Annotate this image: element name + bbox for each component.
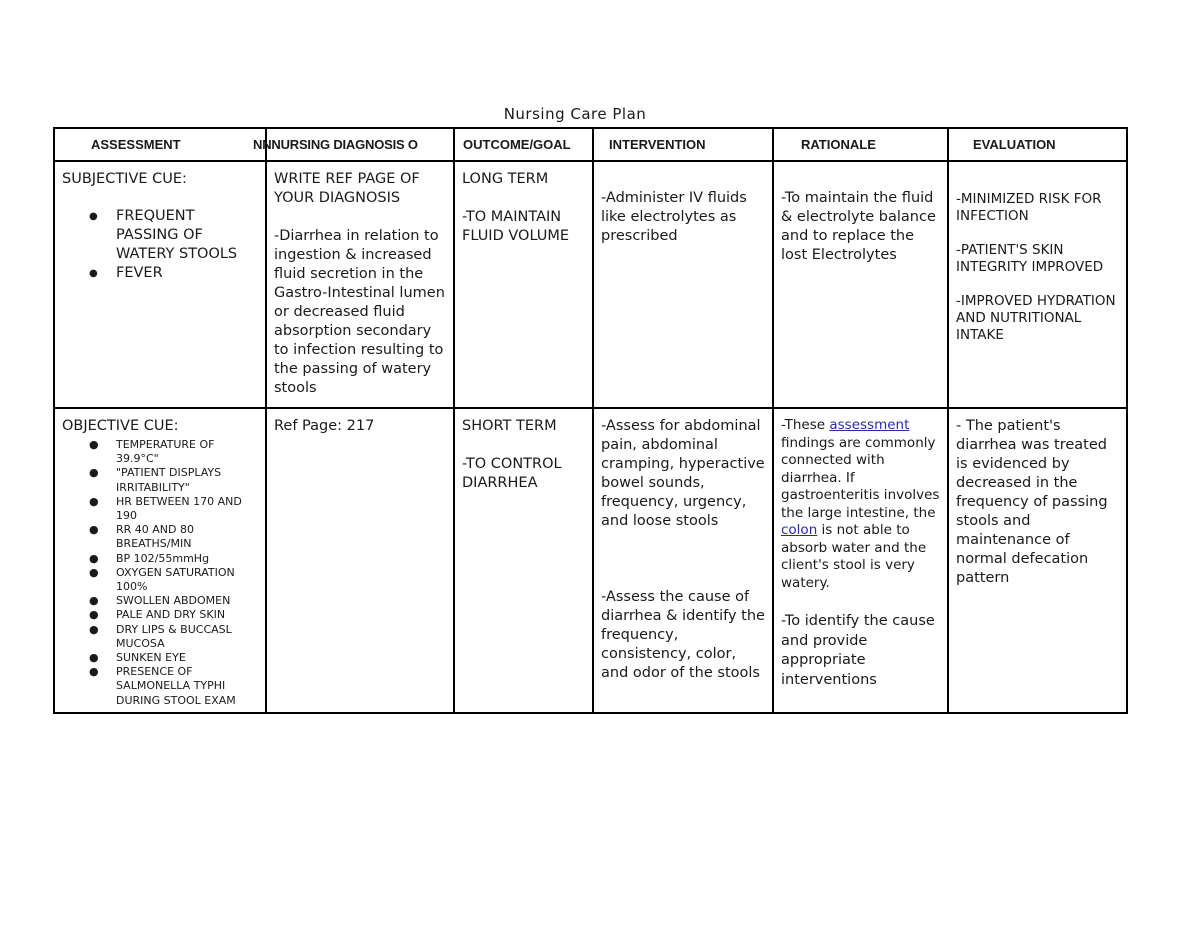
diagnosis-ref: Ref Page: 217: [274, 418, 375, 434]
list-item: ● SUNKEN EYE: [116, 651, 258, 665]
evaluation-text: - The patient's diarrhea was treated is evidenced by decreased in the frequency of passing stools and maintenance of normal defecation pattern: [956, 418, 1108, 586]
rationale-text: -These assessment findings are commonly connected with diarrhea. If gastroenteritis involves the large intestine, the colon is not able to absorb water and the client's stool is very watery.: [781, 417, 940, 591]
rationale-cell: [773, 161, 948, 408]
intervention-text: -Assess for abdominal pain, abdominal cramping, hyperactive bowel sounds, frequency, urgency, and loose stools: [601, 418, 765, 529]
header-evaluation: EVALUATION: [948, 128, 1127, 161]
objective-list: [62, 438, 258, 708]
diagnosis-cell: [266, 161, 454, 408]
rationale-text: -To identify the cause and provide appropriate interventions: [781, 613, 935, 688]
rationale-cell: [773, 408, 948, 713]
table-row: [54, 408, 1127, 713]
subjective-list: [62, 207, 258, 283]
header-row: [54, 128, 1127, 161]
colon-link[interactable]: colon: [781, 522, 818, 538]
header-assessment: ASSESSMENT: [54, 128, 266, 161]
intervention-text: -Assess the cause of diarrhea & identify the frequency, consistency, color, and odor of the stools: [601, 589, 765, 681]
list-item: ● BP 102/55mmHg: [116, 552, 258, 566]
list-item: ● FEVER: [116, 264, 258, 283]
list-item: ● SWOLLEN ABDOMEN: [116, 594, 258, 608]
list-item: ● RR 40 AND 80 BREATHS/MIN: [116, 523, 258, 551]
list-item: ● PALE AND DRY SKIN: [116, 608, 258, 622]
list-item: ● "PATIENT DISPLAYS IRRITABILITY": [116, 466, 258, 494]
list-item: ● TEMPERATURE OF 39.9°C": [116, 438, 258, 466]
assessment-link[interactable]: assessment: [829, 417, 910, 433]
subjective-label: SUBJECTIVE CUE:: [62, 171, 187, 187]
table-row: [54, 161, 1127, 408]
evaluation-cell: [948, 408, 1127, 713]
outcome-cell: [454, 408, 593, 713]
list-item: ● OXYGEN SATURATION 100%: [116, 566, 258, 594]
evaluation-item: -IMPROVED HYDRATION AND NUTRITIONAL INTAKE: [956, 293, 1116, 343]
intervention-cell: [593, 161, 773, 408]
objective-label: OBJECTIVE CUE:: [62, 418, 179, 434]
diagnosis-ref: WRITE REF PAGE OF YOUR DIAGNOSIS: [274, 171, 420, 206]
list-item: ● DRY LIPS & BUCCASL MUCOSA: [116, 623, 258, 651]
outcome-label: LONG TERM: [462, 171, 549, 187]
page-title: Nursing Care Plan: [503, 105, 647, 123]
outcome-label: SHORT TERM: [462, 418, 557, 434]
assessment-cell: [54, 408, 266, 713]
diagnosis-cell: [266, 408, 454, 713]
outcome-cell: [454, 161, 593, 408]
assessment-cell: [54, 161, 266, 408]
list-item: ● HR BETWEEN 170 AND 190: [116, 495, 258, 523]
intervention-cell: [593, 408, 773, 713]
header-intervention: INTERVENTION: [593, 128, 773, 161]
outcome-text: -TO MAINTAIN FLUID VOLUME: [462, 209, 570, 244]
header-diagnosis: NNNURSING DIAGNOSIS O: [266, 128, 454, 161]
list-item: ● PRESENCE OF SALMONELLA TYPHI DURING STOOL EXAM: [116, 665, 258, 708]
diagnosis-text: -Diarrhea in relation to ingestion & increased fluid secretion in the Gastro-Intestinal lumen or decreased fluid absorption secondary to infection resulting to the passing of watery stools: [274, 228, 445, 396]
evaluation-item: -PATIENT'S SKIN INTEGRITY IMPROVED: [956, 242, 1104, 275]
outcome-text: -TO CONTROL DIARRHEA: [462, 456, 562, 491]
evaluation-cell: [948, 161, 1127, 408]
care-plan-table: [53, 127, 1128, 714]
rationale-text: -To maintain the fluid & electrolyte balance and to replace the lost Electrolytes: [781, 190, 936, 263]
header-rationale: RATIONALE: [773, 128, 948, 161]
header-outcome: OUTCOME/GOAL: [454, 128, 593, 161]
list-item: ● FREQUENT PASSING OF WATERY STOOLS: [116, 207, 258, 264]
intervention-text: -Administer IV fluids like electrolytes as prescribed: [601, 190, 747, 244]
evaluation-item: -MINIMIZED RISK FOR INFECTION: [956, 191, 1102, 224]
